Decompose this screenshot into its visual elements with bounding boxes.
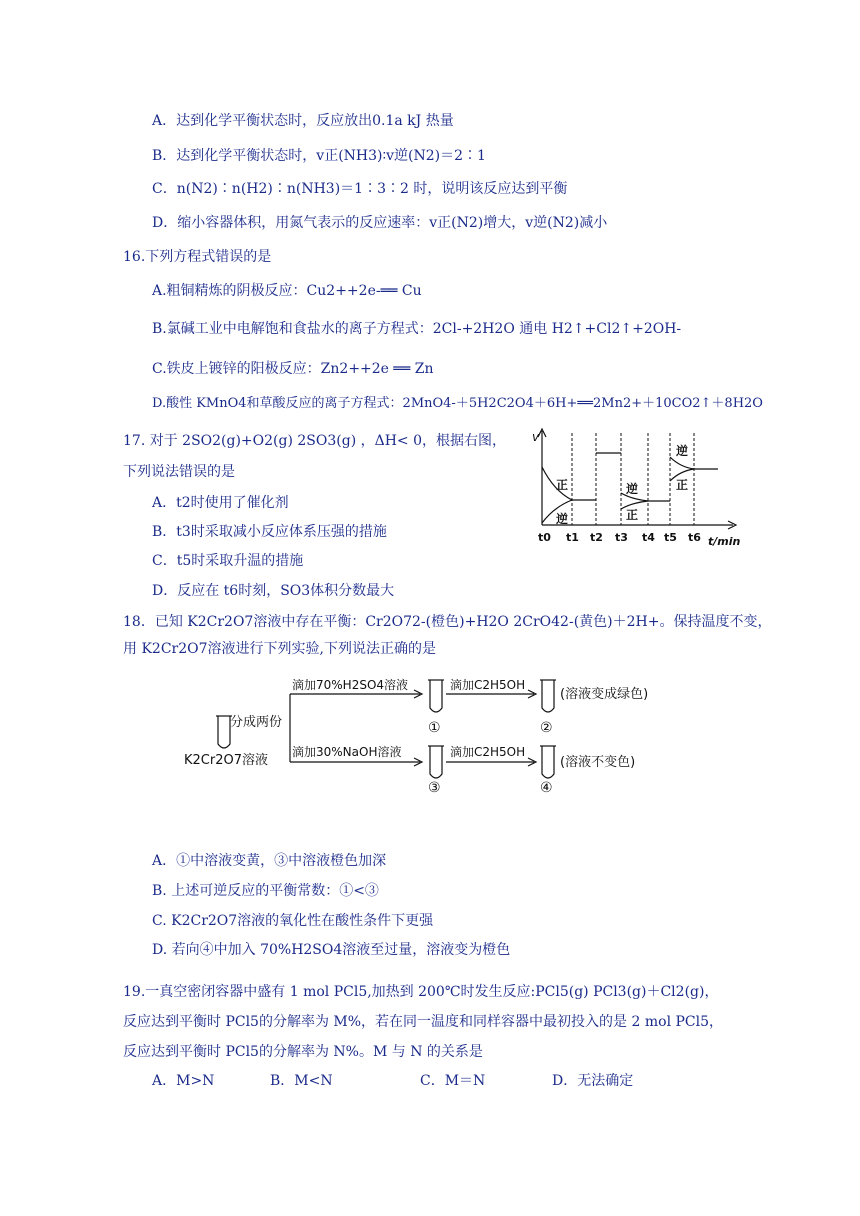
q15-option-c: C．n(N2)∶n(H2)∶n(NH3)＝1∶3∶2 时，说明该反应达到平衡 — [152, 181, 568, 197]
q18-option-d: D. 若向④中加入 70%H2SO4溶液至过量，溶液变为橙色 — [152, 942, 511, 958]
q18-option-b: B. 上述可逆反应的平衡常数：①<③ — [152, 883, 379, 899]
add-ethanol-label-1: 滴加C2H5OH — [450, 678, 526, 692]
tick-t5: t5 — [664, 531, 677, 544]
q19-option-d: D．无法确定 — [552, 1073, 634, 1089]
tick-t2: t2 — [590, 531, 603, 544]
q18-stem-line2: 用 K2Cr2O7溶液进行下列实验,下列说法正确的是 — [123, 641, 436, 657]
add-base-label: 滴加30%NaOH溶液 — [292, 745, 402, 759]
q18-option-c: C. K2Cr2O7溶液的氧化性在酸性条件下更强 — [152, 913, 434, 929]
tube-label-3: ③ — [428, 780, 441, 796]
tube-label-4: ④ — [540, 780, 553, 796]
q15-option-d: D．缩小容器体积，用氮气表示的反应速率：v正(N2)增大，v逆(N2)减小 — [152, 215, 608, 231]
q16-option-a: A.粗铜精炼的阴极反应：Cu2++2e-══ Cu — [152, 283, 422, 299]
q18-stem-line1: 18．已知 K2Cr2O7溶液中存在平衡：Cr2O72-(橙色)+H2O 2CrO42-(黄色)＋2H+。保持温度不变， — [123, 614, 772, 630]
label-reverse-2: 逆 — [626, 482, 639, 496]
result-4-label: (溶液不变色) — [560, 755, 636, 770]
tick-t3: t3 — [615, 531, 628, 544]
tick-t6: t6 — [688, 531, 701, 544]
tick-t4: t4 — [642, 531, 655, 544]
tube-label-1: ① — [428, 720, 441, 736]
q15-option-a: A．达到化学平衡状态时，反应放出0.1a kJ 热量 — [152, 113, 454, 129]
q17-option-a: A．t2时使用了催化剂 — [152, 495, 289, 511]
q16-stem: 16.下列方程式错误的是 — [123, 249, 272, 265]
add-acid-label: 滴加70%H2SO4溶液 — [292, 678, 409, 692]
label-forward-2: 正 — [626, 508, 639, 522]
start-solution-label: K2Cr2O7溶液 — [184, 753, 268, 768]
q17-stem-line2: 下列说法错误的是 — [123, 464, 235, 480]
q19-option-b: B．M<N — [270, 1073, 333, 1089]
q19-stem-line2: 反应达到平衡时 PCl5的分解率为 M%，若在同一温度和同样容器中最初投入的是 2 mol PCl5， — [123, 1014, 724, 1030]
q17-option-c: C．t5时采取升温的措施 — [152, 553, 304, 569]
label-forward-1: 正 — [556, 478, 569, 492]
q19-option-c: C．M＝N — [420, 1073, 486, 1089]
q18-option-a: A．①中溶液变黄，③中溶液橙色加深 — [152, 853, 387, 869]
q16-option-b: B.氯碱工业中电解饱和食盐水的离子方程式：2Cl-+2H2O 通电 H2↑+Cl2↑+2OH- — [152, 321, 682, 337]
label-reverse-3: 逆 — [676, 444, 689, 458]
result-2-label: (溶液变成绿色) — [560, 687, 649, 702]
label-forward-3: 正 — [676, 478, 689, 492]
label-reverse-1: 逆 — [556, 512, 569, 526]
tick-t1: t1 — [566, 531, 579, 544]
q19-stem-line1: 19.一真空密闭容器中盛有 1 mol PCl5,加热到 200℃时发生反应:PCl5(g) PCl3(g)＋Cl2(g)， — [123, 984, 719, 1000]
add-ethanol-label-2: 滴加C2H5OH — [450, 745, 526, 759]
graph-y-axis-label: v — [532, 430, 540, 444]
split-label: 分成两份 — [230, 715, 283, 730]
q17-stem-line1: 17. 对于 2SO2(g)+O2(g) 2SO3(g) ，ΔH< 0，根据右图， — [123, 433, 507, 449]
q16-option-c: C.铁皮上镀锌的阳极反应：Zn2++2e ══ Zn — [152, 361, 434, 377]
q17-option-b: B．t3时采取减小反应体系压强的措施 — [152, 524, 387, 540]
tick-t0: t0 — [538, 531, 551, 544]
experiment-diagram — [180, 668, 660, 798]
q17-option-d: D．反应在 t6时刻，SO3体积分数最大 — [152, 583, 395, 599]
q19-stem-line3: 反应达到平衡时 PCl5的分解率为 N%。M 与 N 的关系是 — [123, 1044, 483, 1060]
q15-option-b: B．达到化学平衡状态时，v正(NH3)∶v逆(N2)＝2∶1 — [152, 148, 486, 164]
tube-label-2: ② — [540, 720, 553, 736]
q19-option-a: A．M>N — [152, 1073, 215, 1089]
graph-x-axis-label: t/min — [708, 535, 741, 548]
rate-time-graph — [528, 425, 743, 550]
q16-option-d: D.酸性 KMnO4和草酸反应的离子方程式：2MnO4-＋5H2C2O4＋6H+══2Mn2+＋10CO2↑＋8H2O — [152, 396, 763, 411]
